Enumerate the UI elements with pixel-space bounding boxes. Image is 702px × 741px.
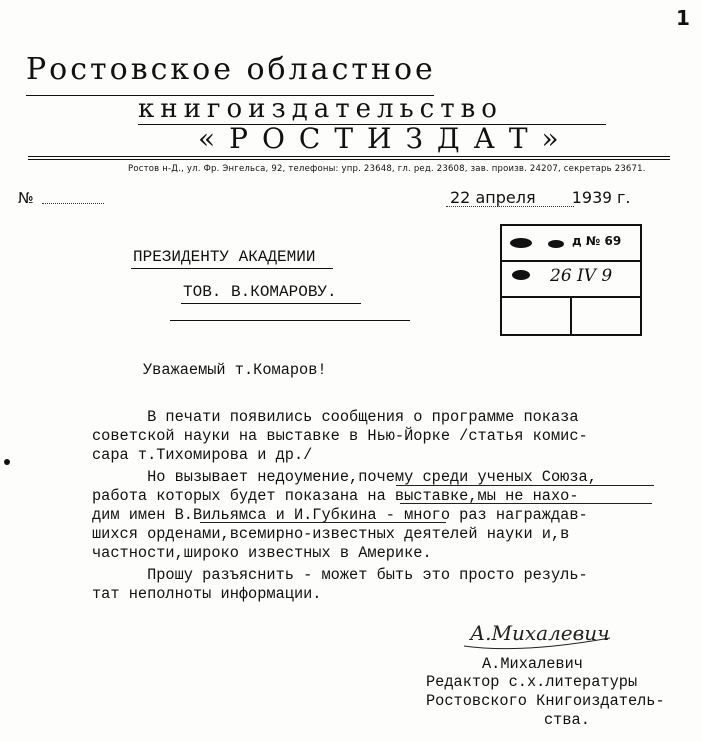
- paragraph-line: дим имен В.Вильямса и И.Губкина - много раз награждав-: [92, 506, 588, 524]
- addressee-line-1: ПРЕЗИДЕНТУ АКАДЕМИИ: [133, 248, 316, 266]
- paragraph-line: Но вызывает недоумение,почему среди ученых Союза,: [92, 468, 597, 486]
- letterhead-address: Ростов н-Д., ул. Фр. Энгельса, 92, телефоны: упр. 23648, гл. ред. 23608, зав. произв. 24207, секретарь 23671.: [128, 164, 646, 174]
- signature-script: А.Михалевич: [470, 621, 610, 645]
- letterhead-line-2: книгоиздательство: [138, 94, 503, 124]
- stamp-ink-blot: [512, 270, 530, 280]
- scan-speck: [4, 459, 10, 465]
- signer-title-line: Ростовского Книгоиздатель-: [426, 692, 665, 710]
- registration-stamp: [500, 224, 642, 336]
- stamp-row-divider-1: [502, 260, 640, 262]
- addressee-line-2: ТОВ. В.КОМАРОВУ.: [183, 283, 337, 301]
- date-year-suffix: г.: [611, 188, 631, 207]
- stamp-date: 26 IV 9: [550, 266, 613, 286]
- paragraph-line: сара т.Тихомирова и др./: [92, 446, 313, 464]
- salutation: Уважаемый т.Комаров!: [143, 361, 327, 379]
- addressee-underline-2: [181, 303, 361, 304]
- stamp-col-divider: [570, 296, 572, 334]
- signer-title-line: Редактор с.х.литературы: [426, 673, 638, 691]
- stamp-ink-blot: [548, 240, 564, 248]
- letterhead-line-3: «РОСТИЗДАТ»: [198, 122, 573, 155]
- paragraph-line: шихся орденами,всемирно-известных деятелей науки и,в: [92, 525, 570, 543]
- paragraph-line: работа которых будет показана на выставке,мы не нахо-: [92, 487, 579, 505]
- addressee-rule: [170, 320, 410, 321]
- number-field-line: [42, 203, 104, 204]
- signer-name: А.Михалевич: [482, 655, 583, 673]
- addressee-underline-1: [131, 268, 333, 269]
- stamp-ink-blot: [510, 238, 532, 248]
- pencil-underline: [400, 503, 652, 504]
- letterhead-rule-4: [28, 159, 670, 160]
- pencil-underline: [200, 522, 446, 523]
- paragraph-line: тат неполноты информации.: [92, 585, 322, 603]
- stamp-number: д № 69: [572, 234, 622, 248]
- page-number: 1: [676, 6, 690, 30]
- number-label: №: [18, 189, 34, 207]
- paragraph-1: [92, 408, 588, 465]
- signer-title: [426, 673, 665, 730]
- paragraph-3: [92, 566, 588, 604]
- letterhead-rule-3: [28, 156, 670, 157]
- paragraph-line: В печати появились сообщения о программе показа: [92, 408, 579, 426]
- handwritten-signature: [460, 616, 620, 656]
- paragraph-line: Прошу разъяснить - может быть это просто резуль-: [92, 566, 588, 584]
- date-line: [446, 206, 574, 207]
- paragraph-line: частности,широко известных в Америке.: [92, 544, 432, 562]
- letter-date: [450, 188, 631, 207]
- signer-title-line: ства.: [544, 711, 590, 729]
- letterhead-line-1: Ростовское областное: [26, 52, 436, 87]
- date-day-month: 22 апреля: [450, 188, 536, 207]
- paragraph-2: [92, 468, 597, 563]
- paragraph-line: советской науки на выставке в Нью-Йорке /статья комис-: [92, 427, 588, 445]
- date-year-digit: 9: [602, 188, 612, 207]
- pencil-underline: [396, 485, 654, 486]
- date-year-prefix: 193: [571, 188, 603, 207]
